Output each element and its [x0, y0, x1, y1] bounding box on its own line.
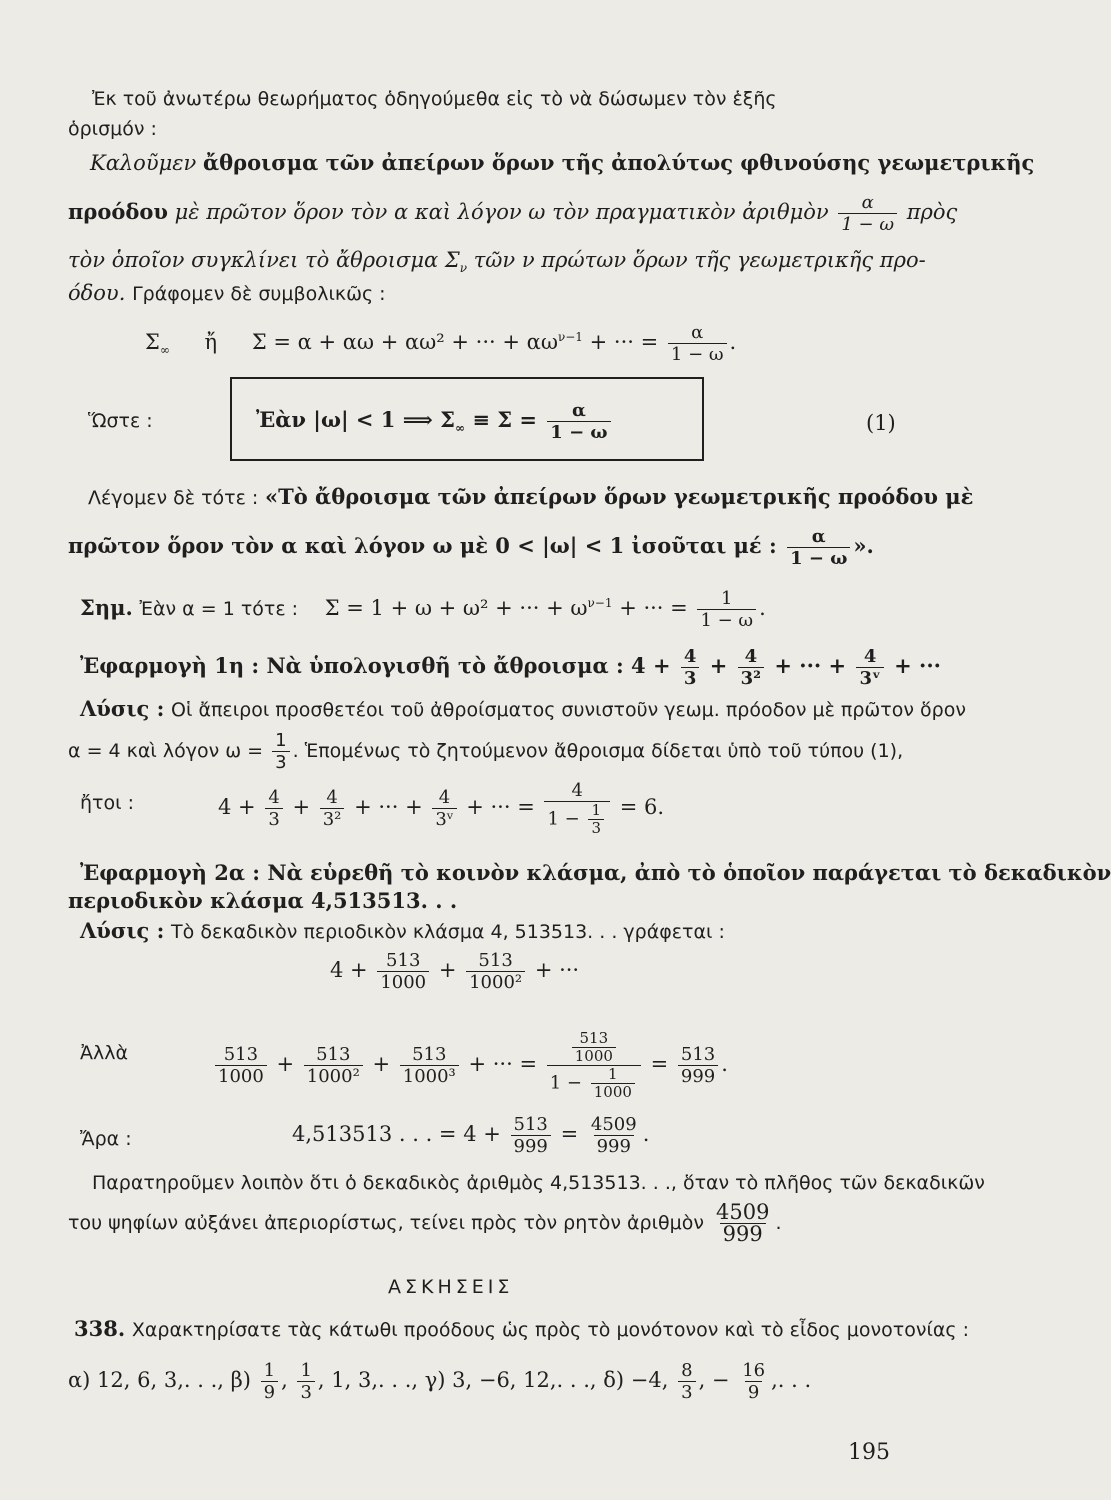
label-ara: Ἄρα :: [80, 1128, 132, 1150]
fraction: $\frac{\alpha}{1 - \omega}$: [547, 400, 610, 443]
box-label: Ὥστε :: [88, 410, 153, 432]
solution-1-equation: 4 + $\frac{4}{3}$ + $\frac{4}{\text{3²}}$ + ··· + $\frac{4}{\text{3ᵛ}}$ + ··· = 4 1 − $\frac{1}{3}$ = 6.: [218, 780, 665, 837]
alla-equation: $\frac{513}{1000}$ + $\frac{513}{\text{1000²}}$ + $\frac{513}{\text{1000³}}$ + ··· = $\frac{513}{1000}$ 1 − $\frac{1}{1000}$ = $\frac{513}{999}$ .: [212, 1030, 728, 1101]
theorem-formula: Ἐὰν |ω| < 1 ⟹ $\Sigma_\infty \equiv \Sigma$ = $\frac{\alpha}{1 - \omega}$: [256, 400, 614, 443]
solution-1-line-1: Λύσις : Οἱ ἄπειροι προσθετέοι τοῦ ἀθροίσματος συνιστοῦν γεωμ. πρόοδον μὲ πρῶτον ὅρον: [80, 696, 966, 721]
exercise-338-items: α) 12, 6, 3,. . ., β) $\frac{1}{9}$ , $\frac{1}{3}$ , 1, 3,. . ., γ) 3, −6, 12,. . ., δ) −4, $\frac{8}{3}$ , − $\frac{16}{9}$ ,. . .: [68, 1360, 812, 1403]
solution-1-line-2: α = 4 καὶ λόγον ω = $\frac{1}{3}$ . Ἑπομένως τὸ ζητούμενον ἄθροισμα δίδεται ὑπὸ τοῦ τύπου (1),: [68, 730, 904, 773]
observation-line-1: Παρατηροῦμεν λοιπὸν ὅτι ὁ δεκαδικὸς ἀριθμὸς 4,513513. . ., ὅταν τὸ πλῆθος τῶν δεκαδικῶν: [92, 1172, 985, 1194]
note-line: Σημ. Ἐὰν α = 1 τότε : Σ = 1 + ω + ω² + ··· + $\omega^{\nu-1}$ + ··· = $\frac{1}{1 - \omega}$ .: [80, 588, 766, 631]
solution-2-line-1: Λύσις : Τὸ δεκαδικὸν περιοδικὸν κλάσμα 4, 513513. . . γράφεται :: [80, 918, 725, 943]
ara-equation: 4,513513 . . . = 4 + $\frac{513}{999}$ = $\frac{4509}{999}$ .: [292, 1114, 650, 1157]
definition-line-4: όδου. Γράφομεν δὲ συμβολικῶς :: [68, 281, 386, 305]
fraction: $\frac{\alpha}{1 - \omega}$: [787, 526, 850, 569]
page-number: 195: [848, 1440, 890, 1465]
observation-line-2: του ψηφίων αὐξάνει ἀπεριορίστως, τείνει πρὸς τὸν ρητὸν ἀριθμὸν $\frac{4509}{999}$ .: [68, 1200, 782, 1246]
definition-line-2: προόδου μὲ πρῶτον ὅρον τὸν α καὶ λόγον ω τὸν πραγματικὸν ἀριθμὸν $\frac{\alpha}{1 - \omega}$ πρὸς: [68, 192, 958, 235]
definition-line-1: Καλοῦμεν ἄθροισμα τῶν ἀπείρων ὅρων τῆς ἀπολύτως φθινούσης γεωμετρικῆς: [90, 150, 1035, 175]
definition-line-3: τὸν ὁποῖον συγκλίνει τὸ ἄθροισμα $\Sigma_\nu$ τῶν ν πρώτων ὅρων τῆς γεωμετρικῆς προ-: [68, 248, 926, 276]
statement-line-1: Λέγομεν δὲ τότε : «Τὸ ἄθροισμα τῶν ἀπείρων ὅρων γεωμετρικῆς προόδου μὲ: [88, 484, 974, 509]
label-alla: Ἀλλὰ: [80, 1042, 129, 1064]
exercise-338: 338. Χαρακτηρίσατε τὰς κάτωθι προόδους ὡς πρὸς τὸ μονότονον καὶ τὸ εἶδος μονοτονίας :: [74, 1316, 969, 1341]
equation-number: (1): [866, 411, 896, 435]
application-2-line-2: περιοδικὸν κλάσμα 4,513513. . .: [68, 888, 458, 913]
series-expression: 4 + $\frac{513}{1000}$ + $\frac{513}{\text{1000²}}$ + ···: [330, 950, 580, 993]
formula-sum: $\Sigma_\infty$ ἤ Σ = α + αω + αω² + ··· + $\alpha\omega^{\nu-1}$ + ··· = $\frac{\alpha}{1 - \omega}$ .: [145, 322, 737, 365]
exercises-heading: ΑΣΚΗΣΕΙΣ: [388, 1276, 514, 1298]
intro-line-1: Ἐκ τοῦ ἀνωτέρω θεωρήματος ὁδηγούμεθα εἰς τὸ νὰ δώσωμεν τὸν ἑξῆς: [92, 88, 777, 110]
label-itoi: ἤτοι :: [80, 792, 134, 814]
fraction: $\frac{1}{1 - \omega}$: [697, 588, 756, 631]
statement-line-2: πρῶτον ὅρον τὸν α καὶ λόγον ω μὲ 0 < |ω| < 1 ἰσοῦται μέ : $\frac{\alpha}{1 - \omega}$ ».: [68, 526, 874, 569]
intro-line-2: ὁρισμόν :: [68, 118, 157, 140]
application-2-line-1: Ἐφαρμογὴ 2α : Νὰ εὑρεθῆ τὸ κοινὸν κλάσμα, ἀπὸ τὸ ὁποῖον παράγεται τὸ δεκαδικὸν: [80, 860, 1111, 885]
fraction: $\frac{\alpha}{1 - \omega}$: [668, 322, 727, 365]
application-1: Ἐφαρμογὴ 1η : Νὰ ὑπολογισθῆ τὸ ἄθροισμα : 4 + $\frac{4}{3}$ + $\frac{4}{\text{3²}}$ + ··· + $\frac{4}{\text{3ᵛ}}$ + ···: [80, 646, 941, 689]
fraction: $\frac{\alpha}{1 - \omega}$: [838, 192, 897, 235]
